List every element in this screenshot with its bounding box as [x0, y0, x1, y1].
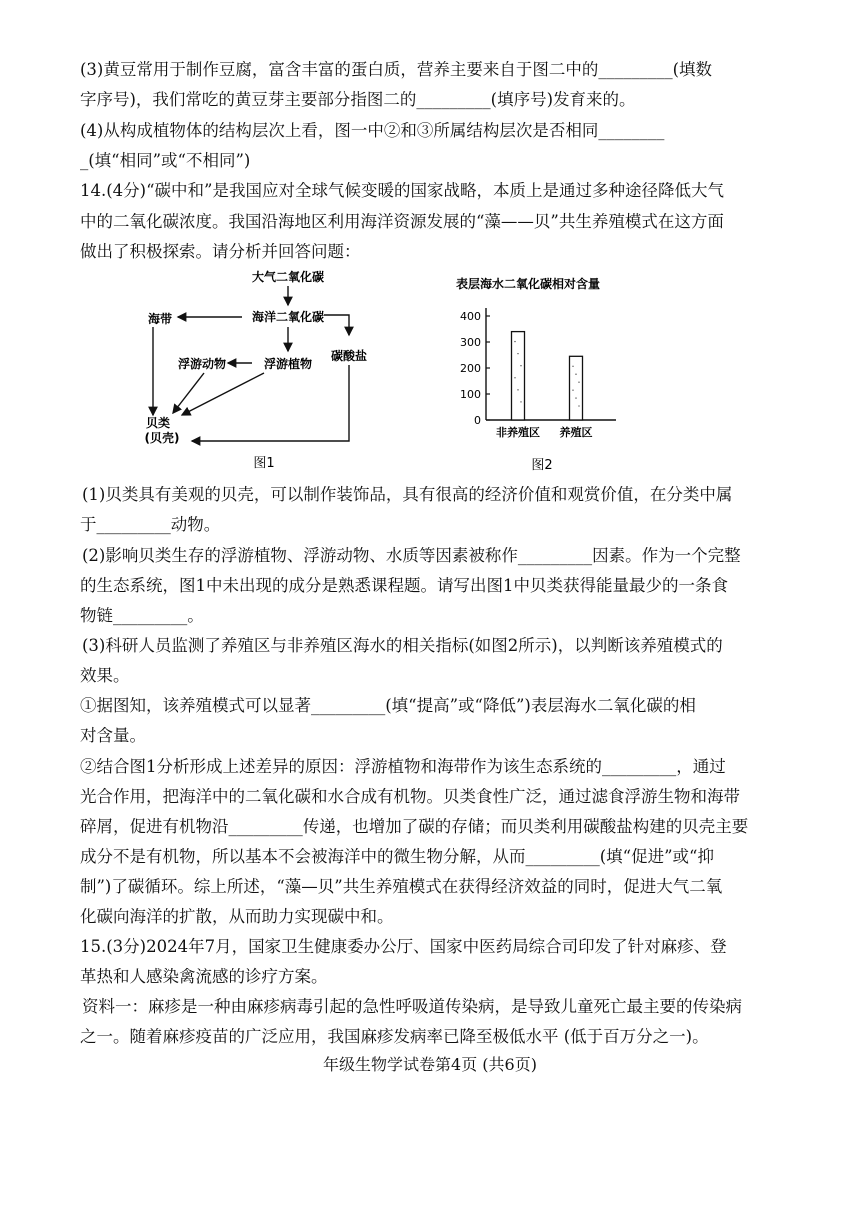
question-14-title: 14.(4分)“碳中和”是我国应对全球气候变暖的国家战略，本质上是通过多种途径降低大气 [80, 181, 724, 200]
bar-texture-dot [520, 365, 521, 366]
bar-texture-dot [575, 397, 576, 398]
text-line: (2)影响贝类生存的浮游植物、浮游动物、水质等因素被称作_________因素。作为一个完整 [82, 546, 741, 565]
node-ocean-co2: 海洋二氧化碳 [251, 310, 325, 324]
text-line: 之一。随着麻疹疫苗的广泛应用，我国麻疹发病率已降至极低水平 (低于百万分之一)。 [80, 1027, 709, 1046]
figure-1-caption: 图1 [253, 456, 275, 471]
question-15-title: 15.(3分)2024年7月，国家卫生健康委办公厅、国家中医药局综合司印发了针对麻疹、登 [80, 937, 727, 956]
y-tick-label: 300 [460, 336, 481, 349]
node-atm-co2: 大气二氧化碳 [251, 270, 325, 284]
y-tick-label: 400 [460, 310, 481, 323]
figure-1-diagram [140, 265, 380, 475]
bar-texture-dot [578, 382, 579, 383]
y-tick-label: 200 [460, 362, 481, 375]
text-line: (3)科研人员监测了养殖区与非养殖区海水的相关指标(如图2所示)，以判断该养殖模式的 [82, 636, 723, 655]
x-tick-label: 养殖区 [559, 426, 593, 439]
text-line: _(填“相同”或“不相同”) [80, 151, 251, 170]
text-line: 效果。 [80, 666, 130, 685]
bar [570, 356, 583, 420]
text-line: 的生态系统，图1中未出现的成分是熟悉课程题。请写出图1中贝类获得能量最少的一条食 [80, 576, 728, 595]
bar-texture-dot [520, 401, 521, 402]
bar-texture-dot [578, 405, 579, 406]
node-zooplankton: 浮游动物 [177, 357, 227, 371]
bar [512, 332, 525, 420]
y-tick-label: 0 [474, 414, 481, 427]
text-line: 中的二氧化碳浓度。我国沿海地区利用海洋资源发展的“藻——贝”共生养殖模式在这方面 [80, 212, 724, 231]
text-line: (4)从构成植物体的结构层次上看，图一中②和③所属结构层次是否相同________ [80, 121, 665, 140]
bar-texture-dot [517, 353, 518, 354]
page-footer: 年级生物学试卷第4页 (共6页) [323, 1055, 537, 1074]
text-line: ①据图知，该养殖模式可以显著_________(填“提高”或“降低”)表层海水二氧化碳的相 [80, 696, 696, 715]
bar-texture-dot [517, 389, 518, 390]
chart-title: 表层海水二氧化碳相对含量 [456, 277, 601, 291]
text-line: 化碳向海洋的扩散，从而助力实现碳中和。 [80, 907, 394, 926]
node-phytoplankton: 浮游植物 [263, 357, 313, 371]
y-tick-label: 100 [460, 388, 481, 401]
text-line: (3)黄豆常用于制作豆腐，富含丰富的蛋白质，营养主要来自于图二中的_________(填数 [80, 60, 713, 79]
text-line: (1)贝类具有美观的贝壳，可以制作装饰品，具有很高的经济价值和观赏价值，在分类中属 [82, 485, 733, 504]
text-line: 字序号)，我们常吃的黄豆芽主要部分指图二的_________(填序号)发育来的。 [80, 90, 636, 109]
text-line: 革热和人感染禽流感的诊疗方案。 [80, 967, 328, 986]
node-kelp: 海带 [147, 312, 173, 326]
text-line: 做出了积极探索。请分析并回答问题： [80, 242, 361, 261]
node-shell: (贝壳) [144, 431, 180, 445]
text-line: 碎屑，促进有机物沿_________传递，也增加了碳的存储；而贝类利用碳酸盐构建的贝壳主要 [80, 817, 749, 836]
text-line: 对含量。 [80, 726, 146, 745]
text-line: 物链_________。 [80, 606, 204, 625]
node-carbonate: 碳酸盐 [330, 349, 368, 363]
bar-texture-dot [572, 366, 573, 367]
text-line: 于_________动物。 [80, 515, 221, 534]
x-tick-label: 非养殖区 [496, 426, 540, 439]
bar-texture-dot [514, 341, 515, 342]
text-line: 成分不是有机物，所以基本不会被海洋中的微生物分解，从而_________(填“促进”或“抑 [80, 847, 714, 866]
figure-2-caption: 图2 [531, 458, 553, 472]
node-shellfish: 贝类 [145, 416, 171, 430]
text-line: 资料一：麻疹是一种由麻疹病毒引起的急性呼吸道传染病，是导致儿童死亡最主要的传染病 [82, 997, 742, 1016]
bar-texture-dot [575, 374, 576, 375]
bar-texture-dot [572, 389, 573, 390]
bar-texture-dot [514, 377, 515, 378]
text-line: 光合作用，把海洋中的二氧化碳和水合成有机物。贝类食性广泛，通过滤食浮游生物和海带 [80, 787, 740, 806]
text-line: 制”)了碳循环。综上所述，“藻—贝”共生养殖模式在获得经济效益的同时，促进大气二氧 [80, 877, 723, 896]
text-line: ②结合图1分析形成上述差异的原因：浮游植物和海带作为该生态系统的_________，通过 [80, 757, 726, 776]
figure-2-chart [448, 272, 628, 472]
